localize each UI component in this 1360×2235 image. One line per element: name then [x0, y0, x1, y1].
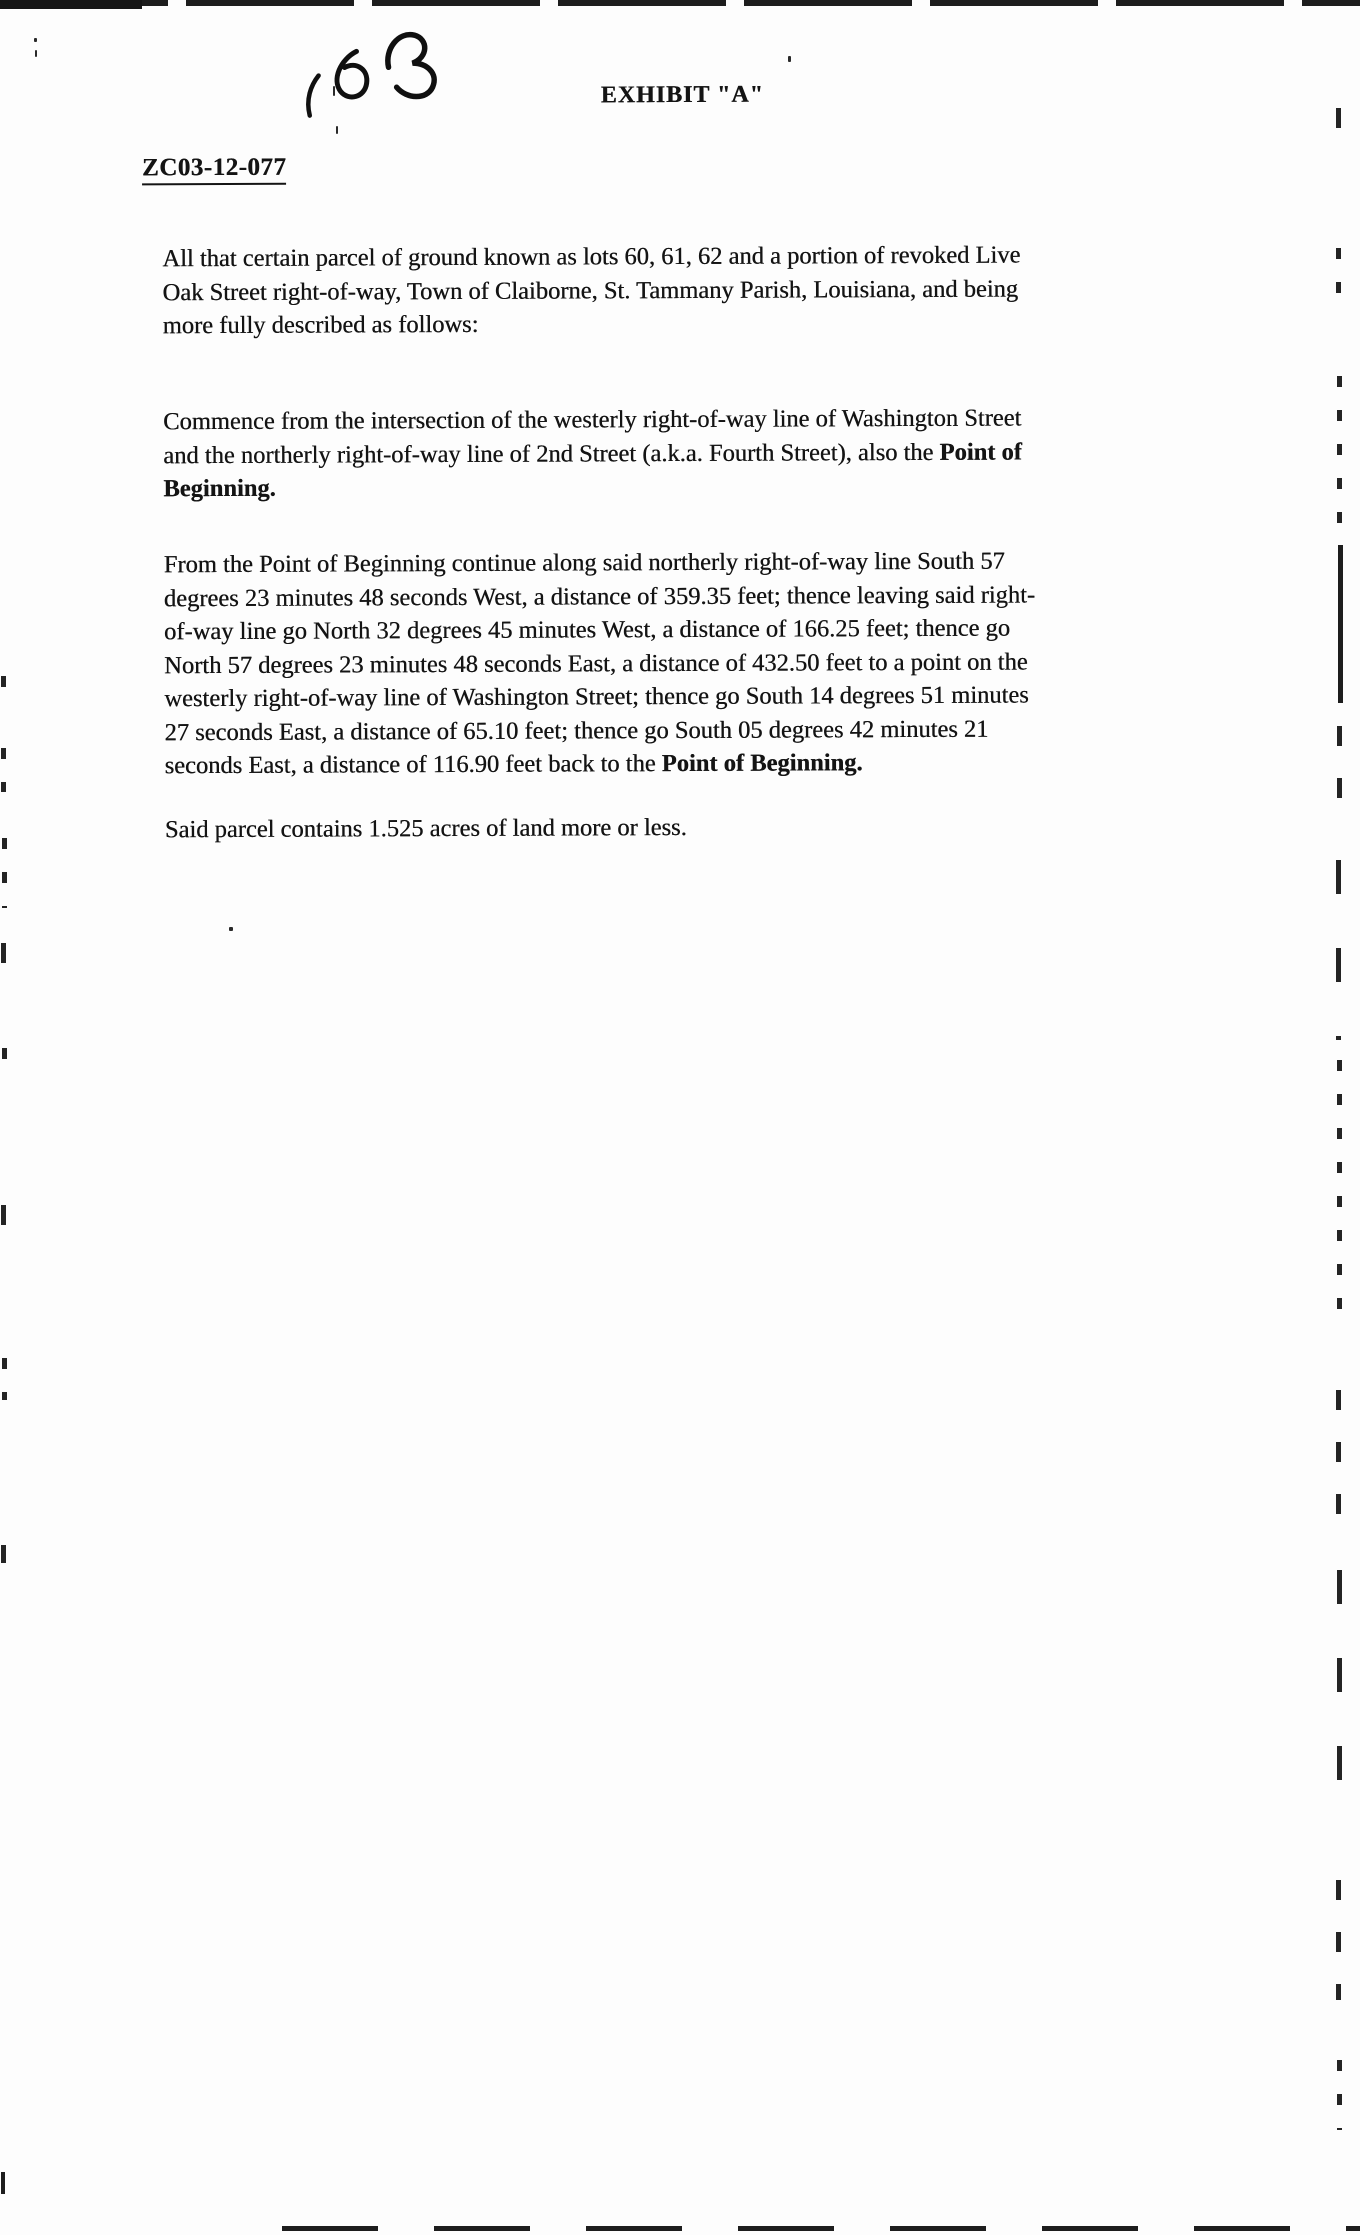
- text-line: of-way line go North 32 degrees 45 minutes West, a distance of 166.25 feet; thence go: [163, 614, 1011, 646]
- text-line: [165, 745, 1036, 782]
- text-segment-bold: Point of: [939, 438, 1022, 466]
- paragraph-acreage: [165, 811, 687, 847]
- reference-number: ZC03-12-077: [142, 154, 287, 186]
- scan-artifact-left-edge: [1, 2172, 5, 2194]
- text-segment-bold: Point of Beginning.: [661, 749, 863, 778]
- text-segment: seconds East, a distance of 116.90 feet back to the: [164, 750, 662, 780]
- text-line: From the Point of Beginning continue along said northerly right-of-way line South 57: [163, 547, 1005, 579]
- text-line: more fully described as follows:: [162, 310, 479, 340]
- text-line: Commence from the intersection of the westerly right-of-way line of Washington Street: [163, 404, 1022, 436]
- text-line: All that certain parcel of ground known as lots 60, 61, 62 and a portion of revoked Live: [162, 241, 1021, 273]
- text-line: Said parcel contains 1.525 acres of land more or less.: [164, 813, 687, 844]
- exhibit-title: EXHIBIT "A": [600, 81, 764, 109]
- text-segment: and the northerly right-of-way line of 2nd Street (a.k.a. Fourth Street), also the: [163, 438, 940, 469]
- text-line: degrees 23 minutes 48 seconds West, a distance of 359.35 feet; thence leaving said right-: [163, 580, 1036, 612]
- paragraph-commencement: [163, 402, 1022, 506]
- text-line: Oak Street right-of-way, Town of Claiborne, St. Tammany Parish, Louisiana, and being: [162, 275, 1019, 306]
- paragraph-property-summary: [162, 239, 1020, 343]
- text-line: 27 seconds East, a distance of 65.10 feet; thence go South 05 degrees 42 minutes 21: [164, 715, 989, 746]
- text-line: [163, 435, 1022, 472]
- text-line-bold: Beginning.: [163, 474, 276, 503]
- text-line: westerly right-of-way line of Washington Street; thence go South 14 degrees 51 minutes: [164, 681, 1029, 713]
- paragraph-metes-and-bounds: [164, 544, 1036, 782]
- handwritten-page-number: [296, 23, 461, 129]
- text-line: North 57 degrees 23 minutes 48 seconds East, a distance of 432.50 feet to a point on the: [164, 647, 1028, 679]
